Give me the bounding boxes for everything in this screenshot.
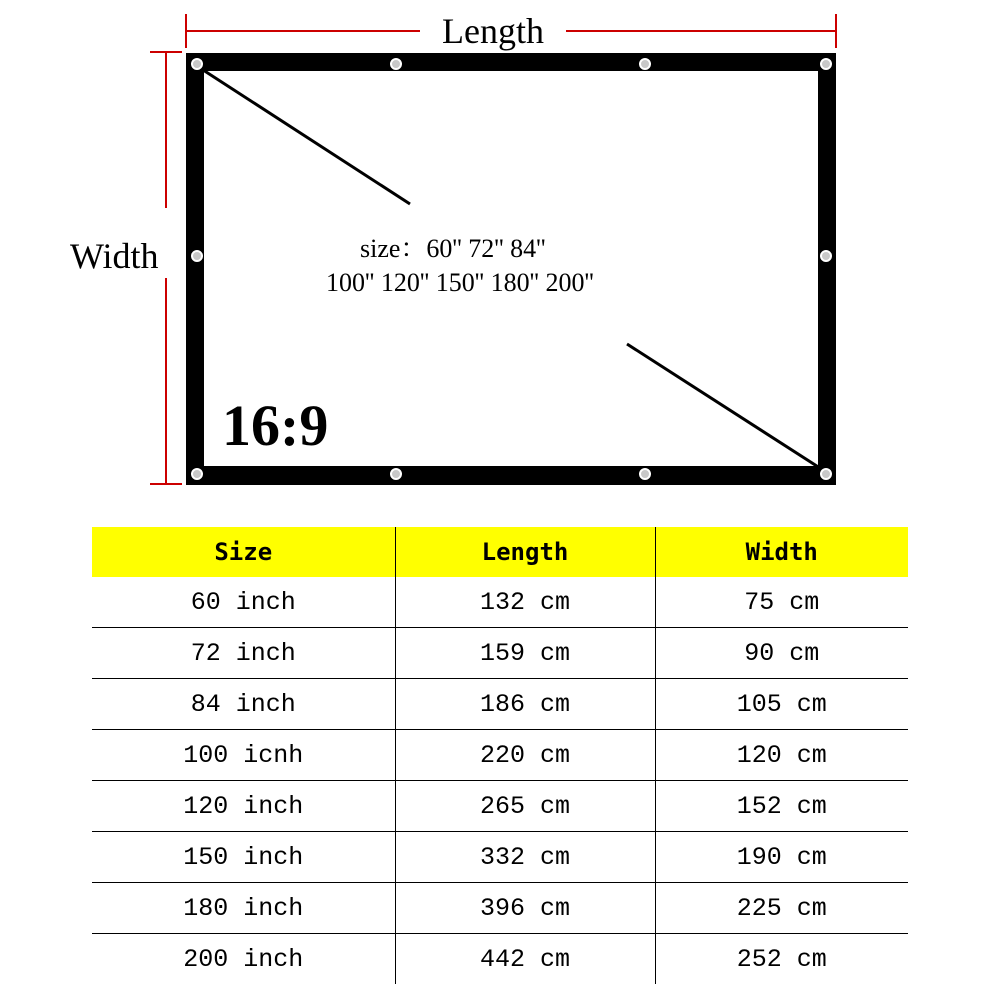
length-cell: 159 cm (395, 628, 655, 679)
table-row (92, 577, 908, 628)
length-cell: 220 cm (395, 730, 655, 781)
size-cell: 60 inch (92, 577, 395, 628)
size-cell: 150 inch (92, 832, 395, 883)
width-cell: 252 cm (655, 934, 908, 985)
column-header-width: Width (655, 527, 908, 577)
width-cell: 75 cm (655, 577, 908, 628)
grommet-icon (192, 469, 202, 479)
table-row (92, 679, 908, 730)
width-cell: 120 cm (655, 730, 908, 781)
width-label: Width (70, 236, 159, 276)
grommet-icon (391, 59, 401, 69)
column-header-size: Size (92, 527, 395, 577)
length-cell: 442 cm (395, 934, 655, 985)
width-cell: 90 cm (655, 628, 908, 679)
size-cell: 100 icnh (92, 730, 395, 781)
column-header-length: Length (395, 527, 655, 577)
size-cell: 200 inch (183, 944, 304, 974)
length-cell: 396 cm (395, 883, 655, 934)
width-cell: 152 cm (655, 781, 908, 832)
grommet-icon (192, 251, 202, 261)
width-cell: 105 cm (655, 679, 908, 730)
grommet-icon (821, 469, 831, 479)
length-cell: 132 cm (395, 577, 655, 628)
length-cell: 186 cm (395, 679, 655, 730)
size-cell: 72 inch (92, 628, 395, 679)
available-sizes-line-2: 100'' 120'' 150'' 180'' 200'' (326, 268, 594, 297)
size-cell: 180 inch (92, 883, 395, 934)
width-cell: 190 cm (655, 832, 908, 883)
table-row (92, 934, 908, 985)
table-row (92, 628, 908, 679)
grommet-icon (391, 469, 401, 479)
aspect-ratio-label: 16:9 (222, 393, 329, 458)
size-cell: 120 inch (92, 781, 395, 832)
table-row (92, 781, 908, 832)
available-sizes-line-1: size：60'' 72'' 84'' (360, 234, 546, 263)
table-row (92, 730, 908, 781)
width-cell: 225 cm (655, 883, 908, 934)
size-spec-table (92, 527, 908, 984)
length-cell: 332 cm (395, 832, 655, 883)
size-cell: 84 inch (92, 679, 395, 730)
grommet-icon (640, 59, 650, 69)
grommet-icon (192, 59, 202, 69)
table-header-row (92, 527, 908, 577)
length-cell: 265 cm (395, 781, 655, 832)
grommet-icon (821, 251, 831, 261)
grommet-icon (640, 469, 650, 479)
table-row (92, 883, 908, 934)
length-label: Length (420, 10, 566, 52)
table-row (92, 832, 908, 883)
grommet-icon (821, 59, 831, 69)
